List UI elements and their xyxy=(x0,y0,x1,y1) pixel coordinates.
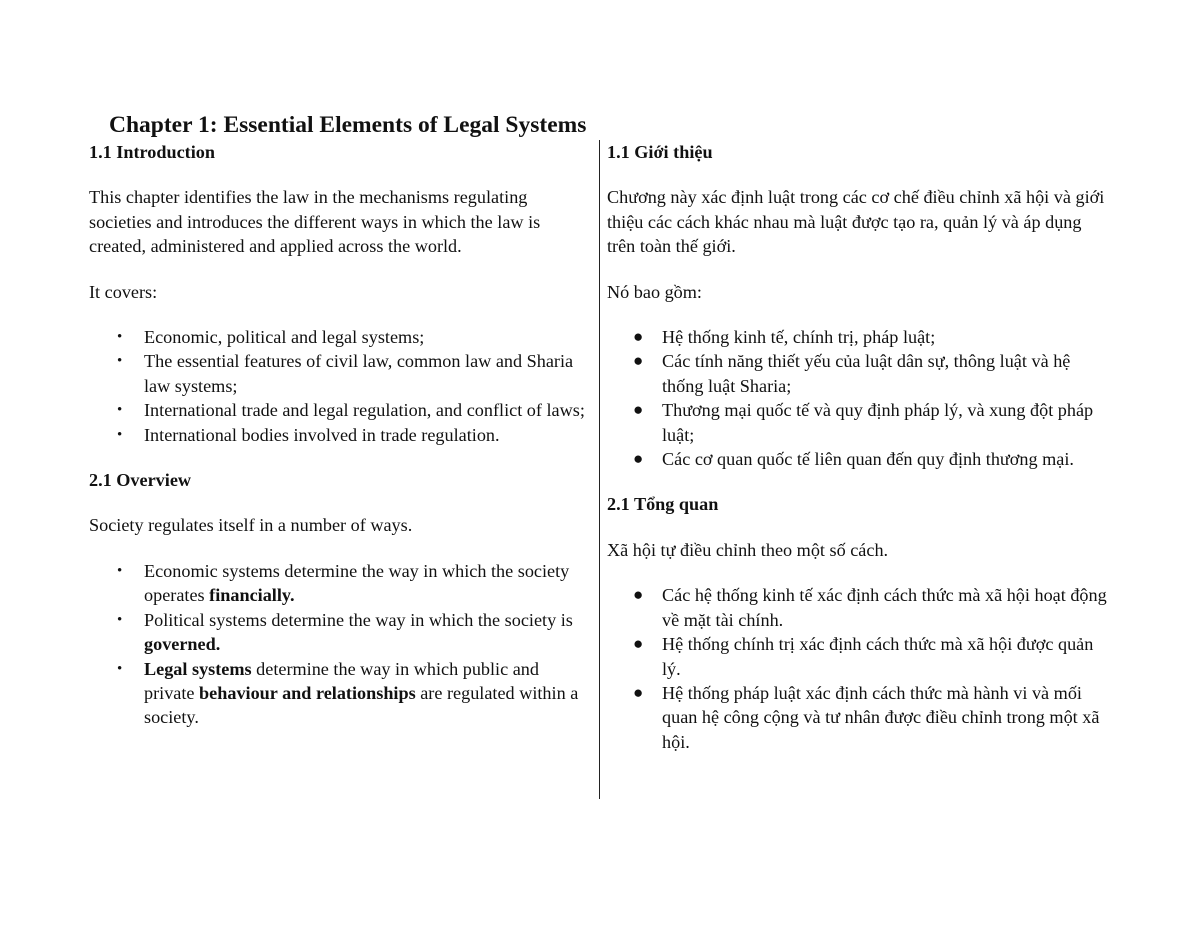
bullet-icon: • xyxy=(117,562,123,579)
bullet-icon: • xyxy=(117,660,123,677)
covers-label-vi: Nó bao gồm: xyxy=(607,281,702,302)
list-item: ● Các tính năng thiết yếu của luật dân sự, thông luật và hệ thống luật Sharia; xyxy=(633,351,1071,396)
bullet-icon: ● xyxy=(633,327,644,347)
intro-heading-vi: 1.1 Giới thiệu xyxy=(607,142,713,162)
bullet-icon: • xyxy=(117,329,123,346)
bullet-icon: ● xyxy=(633,585,644,605)
bullet-icon: • xyxy=(117,611,123,628)
bullet-icon: • xyxy=(117,402,123,419)
bullet-icon: • xyxy=(117,426,123,443)
overview-heading-en: 2.1 Overview xyxy=(89,470,192,491)
list-item: • Political systems determine the way in which the society is governed. xyxy=(117,609,573,655)
intro-heading-en: 1.1 Introduction xyxy=(89,142,215,162)
overview-paragraph-vi: Xã hội tự điều chỉnh theo một số cách. xyxy=(607,539,889,560)
page-title: Chapter 1: Essential Elements of Legal Systems xyxy=(109,112,587,138)
overview-list-en xyxy=(89,559,594,730)
list-item: • International trade and legal regulation, and conflict of laws; xyxy=(89,398,594,422)
english-column xyxy=(89,140,594,730)
covers-list-en xyxy=(89,325,594,447)
list-item: • Economic systems determine the way in which the society operates financially. xyxy=(117,560,570,606)
overview-list-vi xyxy=(607,583,1112,754)
bullet-icon: • xyxy=(117,353,123,370)
covers-label-en: It covers: xyxy=(89,281,158,302)
vietnamese-column xyxy=(607,140,1112,754)
bullet-icon: ● xyxy=(633,351,644,371)
list-item: • International bodies involved in trade regulation. xyxy=(89,423,594,447)
overview-paragraph-en: Society regulates itself in a number of ways. xyxy=(89,515,413,536)
list-item: • Legal systems determine the way in which public and private behaviour and relationships are regulated within a society. xyxy=(117,658,579,728)
list-item: ● Hệ thống pháp luật xác định cách thức mà hành vi và mối quan hệ công cộng và tư nhân được điều chỉnh trong một xã hội. xyxy=(633,682,1100,752)
list-item: ● Các hệ thống kinh tế xác định cách thức mà xã hội hoạt động về mặt tài chính. xyxy=(633,585,1107,630)
bullet-icon: ● xyxy=(633,400,644,420)
column-divider xyxy=(599,140,600,799)
list-item: • The essential features of civil law, common law and Sharia law systems; xyxy=(117,351,574,396)
list-item: ● Các cơ quan quốc tế liên quan đến quy định thương mại. xyxy=(607,447,1112,471)
list-item: ● Hệ thống kinh tế, chính trị, pháp luật; xyxy=(607,325,1112,349)
intro-paragraph-en: This chapter identifies the law in the mechanisms regulating societies and introduces the different ways in which the law is created, administered and applied across the world. xyxy=(89,187,541,257)
overview-heading-vi: 2.1 Tổng quan xyxy=(607,494,719,515)
intro-paragraph-vi: Chương này xác định luật trong các cơ chế điều chỉnh xã hội và giới thiệu các cách khác nhau mà luật được tạo ra, quản lý và áp dụng trên toàn thế giới. xyxy=(607,187,1105,257)
bullet-icon: ● xyxy=(633,449,644,469)
covers-list-vi xyxy=(607,325,1112,471)
bullet-icon: ● xyxy=(633,682,644,702)
list-item: ● Hệ thống chính trị xác định cách thức mà xã hội được quản lý. xyxy=(633,634,1094,679)
bullet-icon: ● xyxy=(633,634,644,654)
list-item: • Economic, political and legal systems; xyxy=(89,325,594,349)
list-item: ● Thương mại quốc tế và quy định pháp lý, và xung đột pháp luật; xyxy=(633,400,1094,445)
